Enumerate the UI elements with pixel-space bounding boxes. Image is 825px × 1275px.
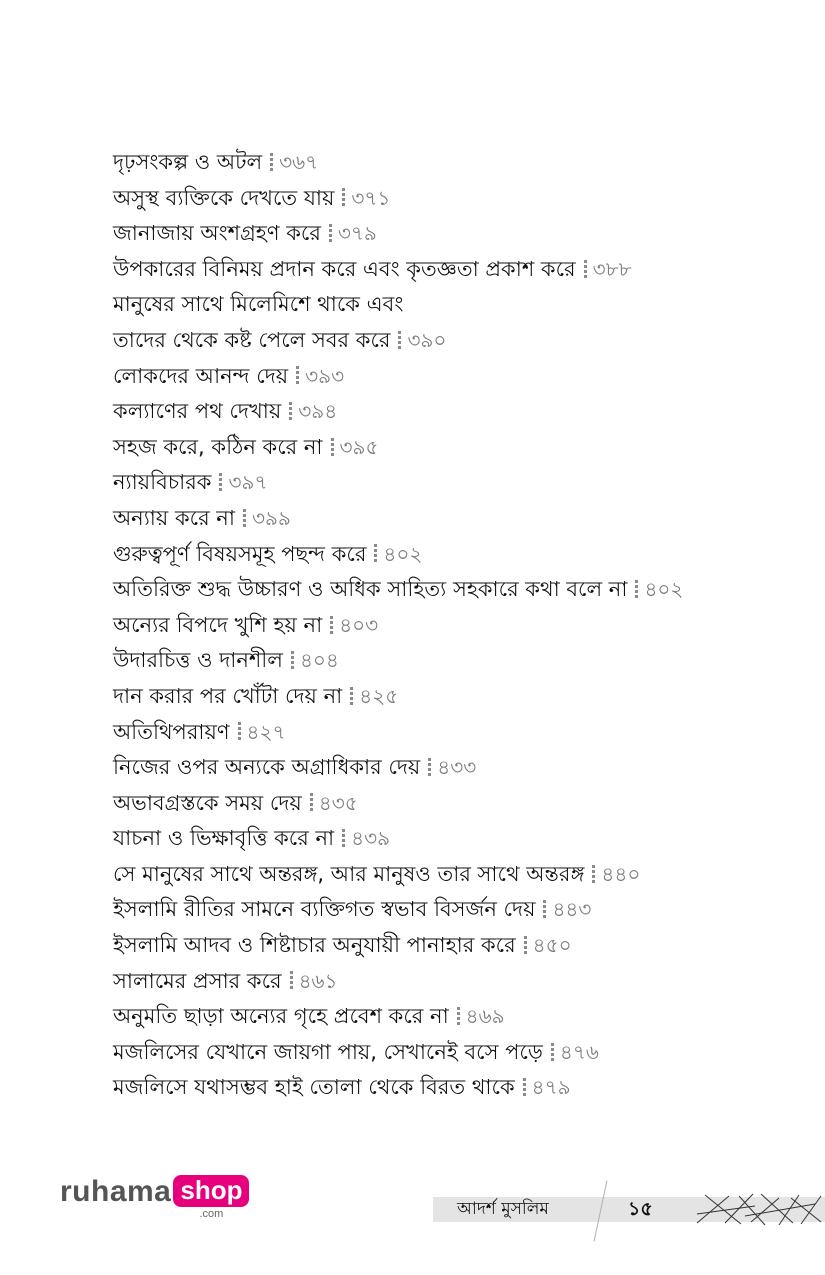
toc-separator [374, 544, 377, 564]
toc-entry-page: ৪৭৯ [531, 1075, 571, 1100]
toc-entry-page: ৪৬৯ [465, 1004, 505, 1029]
toc-separator [296, 366, 299, 386]
toc-entry [113, 643, 683, 679]
toc-entry-page: ৪২৫ [359, 683, 399, 708]
toc-entry-page: ৪৩৫ [318, 790, 358, 815]
toc-entry-title: অন্যের বিপদে খুশি হয় না [113, 612, 323, 637]
toc-entry-title: অসুস্থ ব্যক্তিকে দেখতে যায় [113, 185, 335, 210]
toc-entry-page: ৩৮৮ [592, 256, 632, 281]
toc-separator [329, 224, 332, 244]
toc-entry-title: জানাজায় অংশগ্রহণ করে [113, 221, 321, 246]
toc-entry-page: ৪২৭ [246, 719, 286, 744]
toc-entry-title: উদারচিত্ত ও দানশীল [113, 648, 283, 673]
toc-entry [113, 430, 683, 466]
toc-entry-title: মজলিসে যথাসম্ভব হাই তোলা থেকে বিরত থাকে [113, 1075, 515, 1100]
toc-entry [113, 287, 683, 323]
toc-entry [113, 501, 683, 537]
toc-entry-title: অনুমতি ছাড়া অন্যের গৃহে প্রবেশ করে না [113, 1004, 449, 1029]
toc-separator [635, 580, 638, 600]
logo-com-text: .com [199, 1208, 224, 1220]
toc-entry-page: ৩৭৯ [337, 221, 377, 246]
toc-separator [238, 722, 241, 742]
toc-entry-title: তাদের থেকে কষ্ট পেলে সবর করে [113, 327, 391, 352]
toc-entry [113, 465, 683, 501]
toc-entry-title: ন্যায়বিচারক [113, 470, 212, 495]
toc-separator [551, 1043, 554, 1063]
toc-entry-title: অভাবগ্রস্তকে সময় দেয় [113, 790, 302, 815]
toc-entry-page: ৩৬৭ [279, 150, 319, 174]
toc-separator [331, 438, 334, 458]
ruhamashop-logo [60, 1175, 249, 1220]
toc-separator [330, 616, 333, 636]
toc-entry-page: ৪০৩ [339, 612, 379, 637]
toc-separator [270, 153, 273, 173]
toc-entry-title: অতিথিপরায়ণ [113, 719, 230, 744]
toc-entry-title: মানুষের সাথে মিলেমিশে থাকে এবং [113, 292, 404, 317]
toc-separator [291, 651, 294, 671]
toc-entry-title: গুরুত্বপূর্ণ বিষয়সমূহ পছন্দ করে [113, 541, 367, 566]
toc-entry [113, 145, 683, 181]
toc-entry-title: দান করার পর খোঁটা দেয় না [113, 683, 343, 708]
toc-entry-page: ৪৭৬ [559, 1039, 599, 1064]
logo-shop-text: shop [173, 1175, 249, 1207]
toc-separator [289, 402, 292, 422]
toc-entry-page: ৪৫০ [532, 933, 572, 958]
toc-separator [428, 758, 431, 778]
toc-entry [113, 964, 683, 1000]
toc-entry-title: দৃঢ়সংকল্প ও অটল [113, 150, 263, 174]
logo-shop-badge [173, 1175, 249, 1220]
toc-entry-title: নিজের ওপর অন্যকে অগ্রাধিকার দেয় [113, 755, 421, 780]
toc-entry [113, 786, 683, 822]
toc-entry [113, 928, 683, 964]
toc-entry-title: সে মানুষের সাথে অন্তরঙ্গ, আর মানুষও তার সাথে অন্তরঙ্গ [113, 861, 585, 886]
toc-entry [113, 750, 683, 786]
logo-ruhama-text: ruhama [60, 1175, 172, 1208]
toc-separator [290, 971, 293, 991]
footer-decoration [695, 1192, 823, 1228]
toc-entry-page: ৪০২ [383, 541, 423, 566]
toc-entry-page: ৪৬১ [298, 968, 338, 993]
toc-separator [350, 687, 353, 707]
toc-entry [113, 1035, 683, 1071]
toc-separator [524, 936, 527, 956]
toc-entry-title: অন্যায় করে না [113, 505, 235, 530]
toc-entry [113, 181, 683, 217]
toc-separator [342, 188, 345, 208]
toc-entry-page: ৪০২ [644, 577, 684, 602]
toc-entry [113, 323, 683, 359]
toc-entry-title: সহজ করে, কঠিন করে না [113, 434, 323, 459]
toc-entry-page: ৪৪০ [601, 861, 641, 886]
toc-entry [113, 857, 683, 893]
toc-entry-page: ৩৯৫ [339, 434, 379, 459]
toc-entry [113, 679, 683, 715]
toc-separator [310, 793, 313, 813]
toc-entry-page: ৪৪৩ [552, 897, 592, 922]
toc-separator [584, 260, 587, 280]
toc-separator [342, 829, 345, 849]
toc-entry-page: ৩৯৭ [228, 470, 268, 495]
footer-book-title: আদর্শ মুসলিম [457, 1199, 549, 1219]
toc-separator [398, 331, 401, 351]
toc-entry [113, 537, 683, 573]
toc-entry [113, 359, 683, 395]
toc-entry [113, 216, 683, 252]
toc-entry-title: উপকারের বিনিময় প্রদান করে এবং কৃতজ্ঞতা প্রকাশ করে [113, 256, 576, 281]
toc-entry [113, 892, 683, 928]
table-of-contents [113, 145, 683, 1106]
toc-entry-title: যাচনা ও ভিক্ষাবৃত্তি করে না [113, 826, 335, 851]
toc-entry-title: লোকদের আনন্দ দেয় [113, 363, 289, 388]
toc-entry-title: অতিরিক্ত শুদ্ধ উচ্চারণ ও অধিক সাহিত্য সহকারে কথা বলে না [113, 577, 628, 602]
toc-entry-page: ৩৯৯ [251, 505, 291, 530]
toc-entry-title: ইসলামি আদব ও শিষ্টাচার অনুযায়ী পানাহার করে [113, 933, 516, 958]
footer-page-number: ১৫ [628, 1198, 653, 1220]
toc-separator [219, 473, 222, 493]
toc-entry-page: ৩৯৩ [305, 363, 345, 388]
toc-entry-page: ৩৭১ [351, 185, 391, 210]
toc-separator [457, 1007, 460, 1027]
toc-entry-title: ইসলামি রীতির সামনে ব্যক্তিগত স্বভাব বিসর্জন দেয় [113, 897, 536, 922]
toc-entry-page: ৩৯৪ [298, 399, 338, 424]
toc-entry [113, 1070, 683, 1106]
toc-entry [113, 821, 683, 857]
toc-entry-page: ৪০৪ [299, 648, 339, 673]
toc-entry [113, 394, 683, 430]
toc-entry [113, 252, 683, 288]
toc-entry-page: ৪৩৯ [351, 826, 391, 851]
toc-entry-page: ৩৯০ [407, 327, 447, 352]
toc-entry [113, 715, 683, 751]
toc-entry [113, 608, 683, 644]
toc-entry [113, 999, 683, 1035]
toc-separator [543, 900, 546, 920]
toc-separator [243, 509, 246, 529]
toc-entry [113, 572, 683, 608]
toc-entry-title: সালামের প্রসার করে [113, 968, 282, 993]
toc-entry-title: কল্যাণের পথ দেখায় [113, 399, 282, 424]
toc-entry-page: ৪৩৩ [437, 755, 477, 780]
toc-separator [592, 865, 595, 885]
toc-entry-title: মজলিসের যেখানে জায়গা পায়, সেখানেই বসে পড়ে [113, 1039, 543, 1064]
toc-separator [523, 1078, 526, 1098]
